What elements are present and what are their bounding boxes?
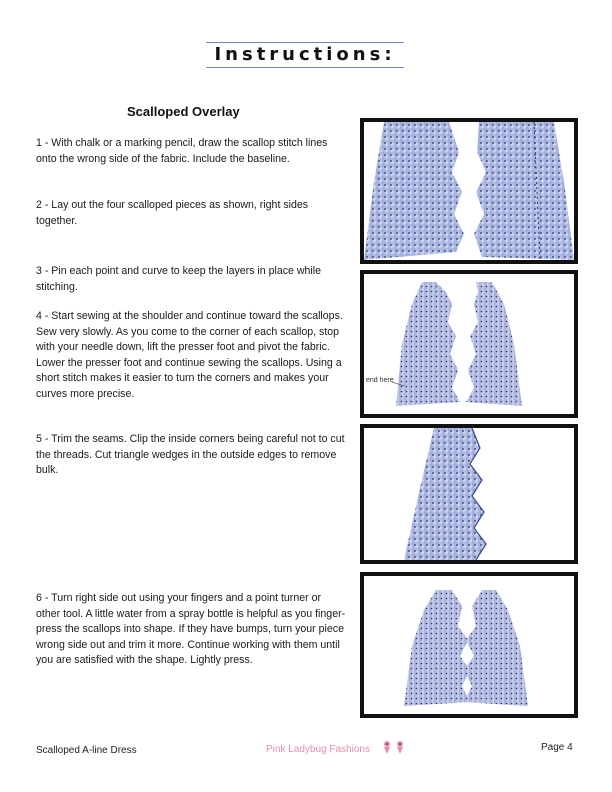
step-2: 2 - Lay out the four scalloped pieces as shown, right sides together. bbox=[36, 199, 309, 227]
page-title: Instructions: bbox=[214, 44, 396, 65]
fabric-pinned-pieces-photo bbox=[360, 270, 578, 418]
step-5: 5 - Trim the seams. Clip the inside corners being careful not to cut the threads. Cut triangle wedges in the outside edges to remove bulk. bbox=[36, 433, 345, 476]
ladybug-logo-icon bbox=[381, 739, 407, 760]
fabric-scallop-marking-photo bbox=[360, 118, 578, 264]
footer-document-title: Scalloped A-line Dress bbox=[36, 745, 137, 756]
title-bar bbox=[206, 42, 404, 68]
page-number: Page 4 bbox=[541, 742, 573, 753]
step-3: 3 - Pin each point and curve to keep the layers in place while stitching. bbox=[36, 265, 322, 293]
photo-annotation: end here bbox=[366, 377, 394, 384]
step-6: 6 - Turn right side out using your fingers and a point turner or other tool. A little water from a spray bottle is helpful as you finger-press the scallops into shape. If they have bumps, turn your piece wrong side out and trim it more. Continue working with them until you are satisfied with the shape. Lightly press. bbox=[36, 592, 346, 666]
footer-brand: Pink Ladybug Fashions bbox=[266, 744, 370, 755]
step-4: 4 - Start sewing at the shoulder and continue toward the scallops. Sew very slowly. As you come to the corner of each scallop, stop with your needle down, lift the presser foot and pivot the fabric. Lower the presser foot and continue sewing the scallops. Using a short stitch makes it easier to turn the corners and makes your curves more precise. bbox=[36, 310, 343, 400]
fabric-turned-out-photo bbox=[360, 572, 578, 718]
step-1: 1 - With chalk or a marking pencil, draw the scallop stitch lines onto the wrong side of the fabric. Include the baseline. bbox=[36, 137, 328, 165]
section-heading: Scalloped Overlay bbox=[127, 104, 240, 119]
fabric-trimmed-seams-photo bbox=[360, 424, 578, 564]
